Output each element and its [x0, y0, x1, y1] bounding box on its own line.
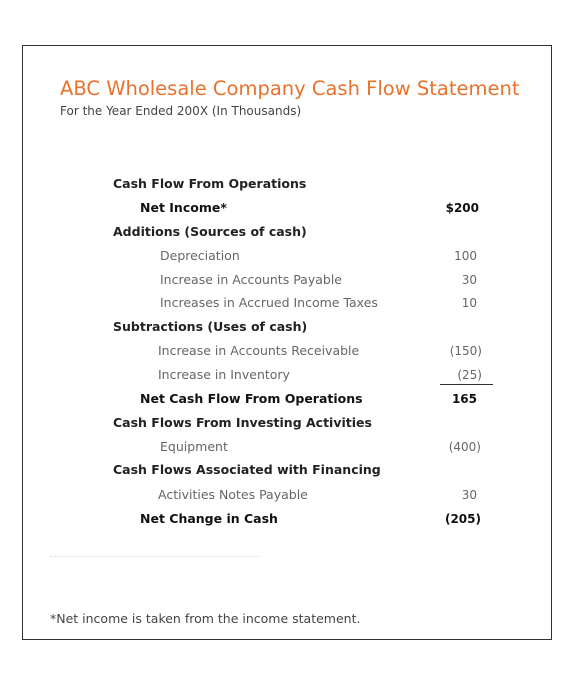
row-label: Net Income*: [140, 200, 227, 215]
row-amount: (150): [449, 344, 482, 358]
row-accounts-receivable: [158, 341, 482, 361]
row-equipment: [160, 437, 481, 457]
row-net-income: [140, 198, 479, 218]
row-label: Additions (Sources of cash): [113, 224, 307, 239]
row-accrued-income-taxes: [160, 293, 477, 313]
row-label: Equipment: [160, 439, 228, 454]
row-accounts-payable: [160, 270, 477, 290]
row-label: Subtractions (Uses of cash): [113, 319, 308, 334]
section-operations: [113, 174, 493, 194]
row-label: Net Cash Flow From Operations: [140, 391, 363, 406]
row-inventory: [158, 365, 482, 385]
subtotal-rule: [440, 384, 493, 385]
section-subtractions: [113, 317, 493, 337]
row-label: Cash Flows From Investing Activities: [113, 415, 372, 430]
row-amount: 100: [454, 249, 477, 263]
row-amount: (400): [448, 440, 481, 454]
row-net-change-in-cash: [140, 509, 481, 529]
row-amount: (205): [444, 512, 481, 526]
row-notes-payable: [158, 485, 477, 505]
row-label: Net Change in Cash: [140, 511, 278, 526]
footnote: *Net income is taken from the income statement.: [50, 611, 361, 626]
row-amount: 30: [461, 488, 477, 502]
row-label: Increase in Inventory: [158, 367, 290, 382]
row-label: Activities Notes Payable: [158, 487, 308, 502]
row-label: Cash Flow From Operations: [113, 176, 307, 191]
faint-divider: [50, 556, 260, 557]
section-financing: [113, 460, 493, 480]
row-label: Increase in Accounts Receivable: [158, 343, 360, 358]
row-amount: $200: [445, 201, 479, 215]
row-depreciation: [160, 246, 477, 266]
row-label: Increases in Accrued Income Taxes: [160, 295, 378, 310]
row-amount: 165: [451, 392, 477, 406]
statement-subtitle: For the Year Ended 200X (In Thousands): [60, 104, 302, 118]
row-label: Increase in Accounts Payable: [160, 272, 342, 287]
row-amount: 30: [461, 273, 477, 287]
row-label: Depreciation: [160, 248, 240, 263]
section-additions: [113, 222, 493, 242]
row-net-cash-flow-operations: [140, 389, 477, 409]
statement-title: ABC Wholesale Company Cash Flow Statement: [60, 77, 520, 100]
section-investing: [113, 413, 493, 433]
row-amount: (25): [457, 368, 482, 382]
row-label: Cash Flows Associated with Financing: [113, 462, 381, 477]
row-amount: 10: [461, 296, 477, 310]
